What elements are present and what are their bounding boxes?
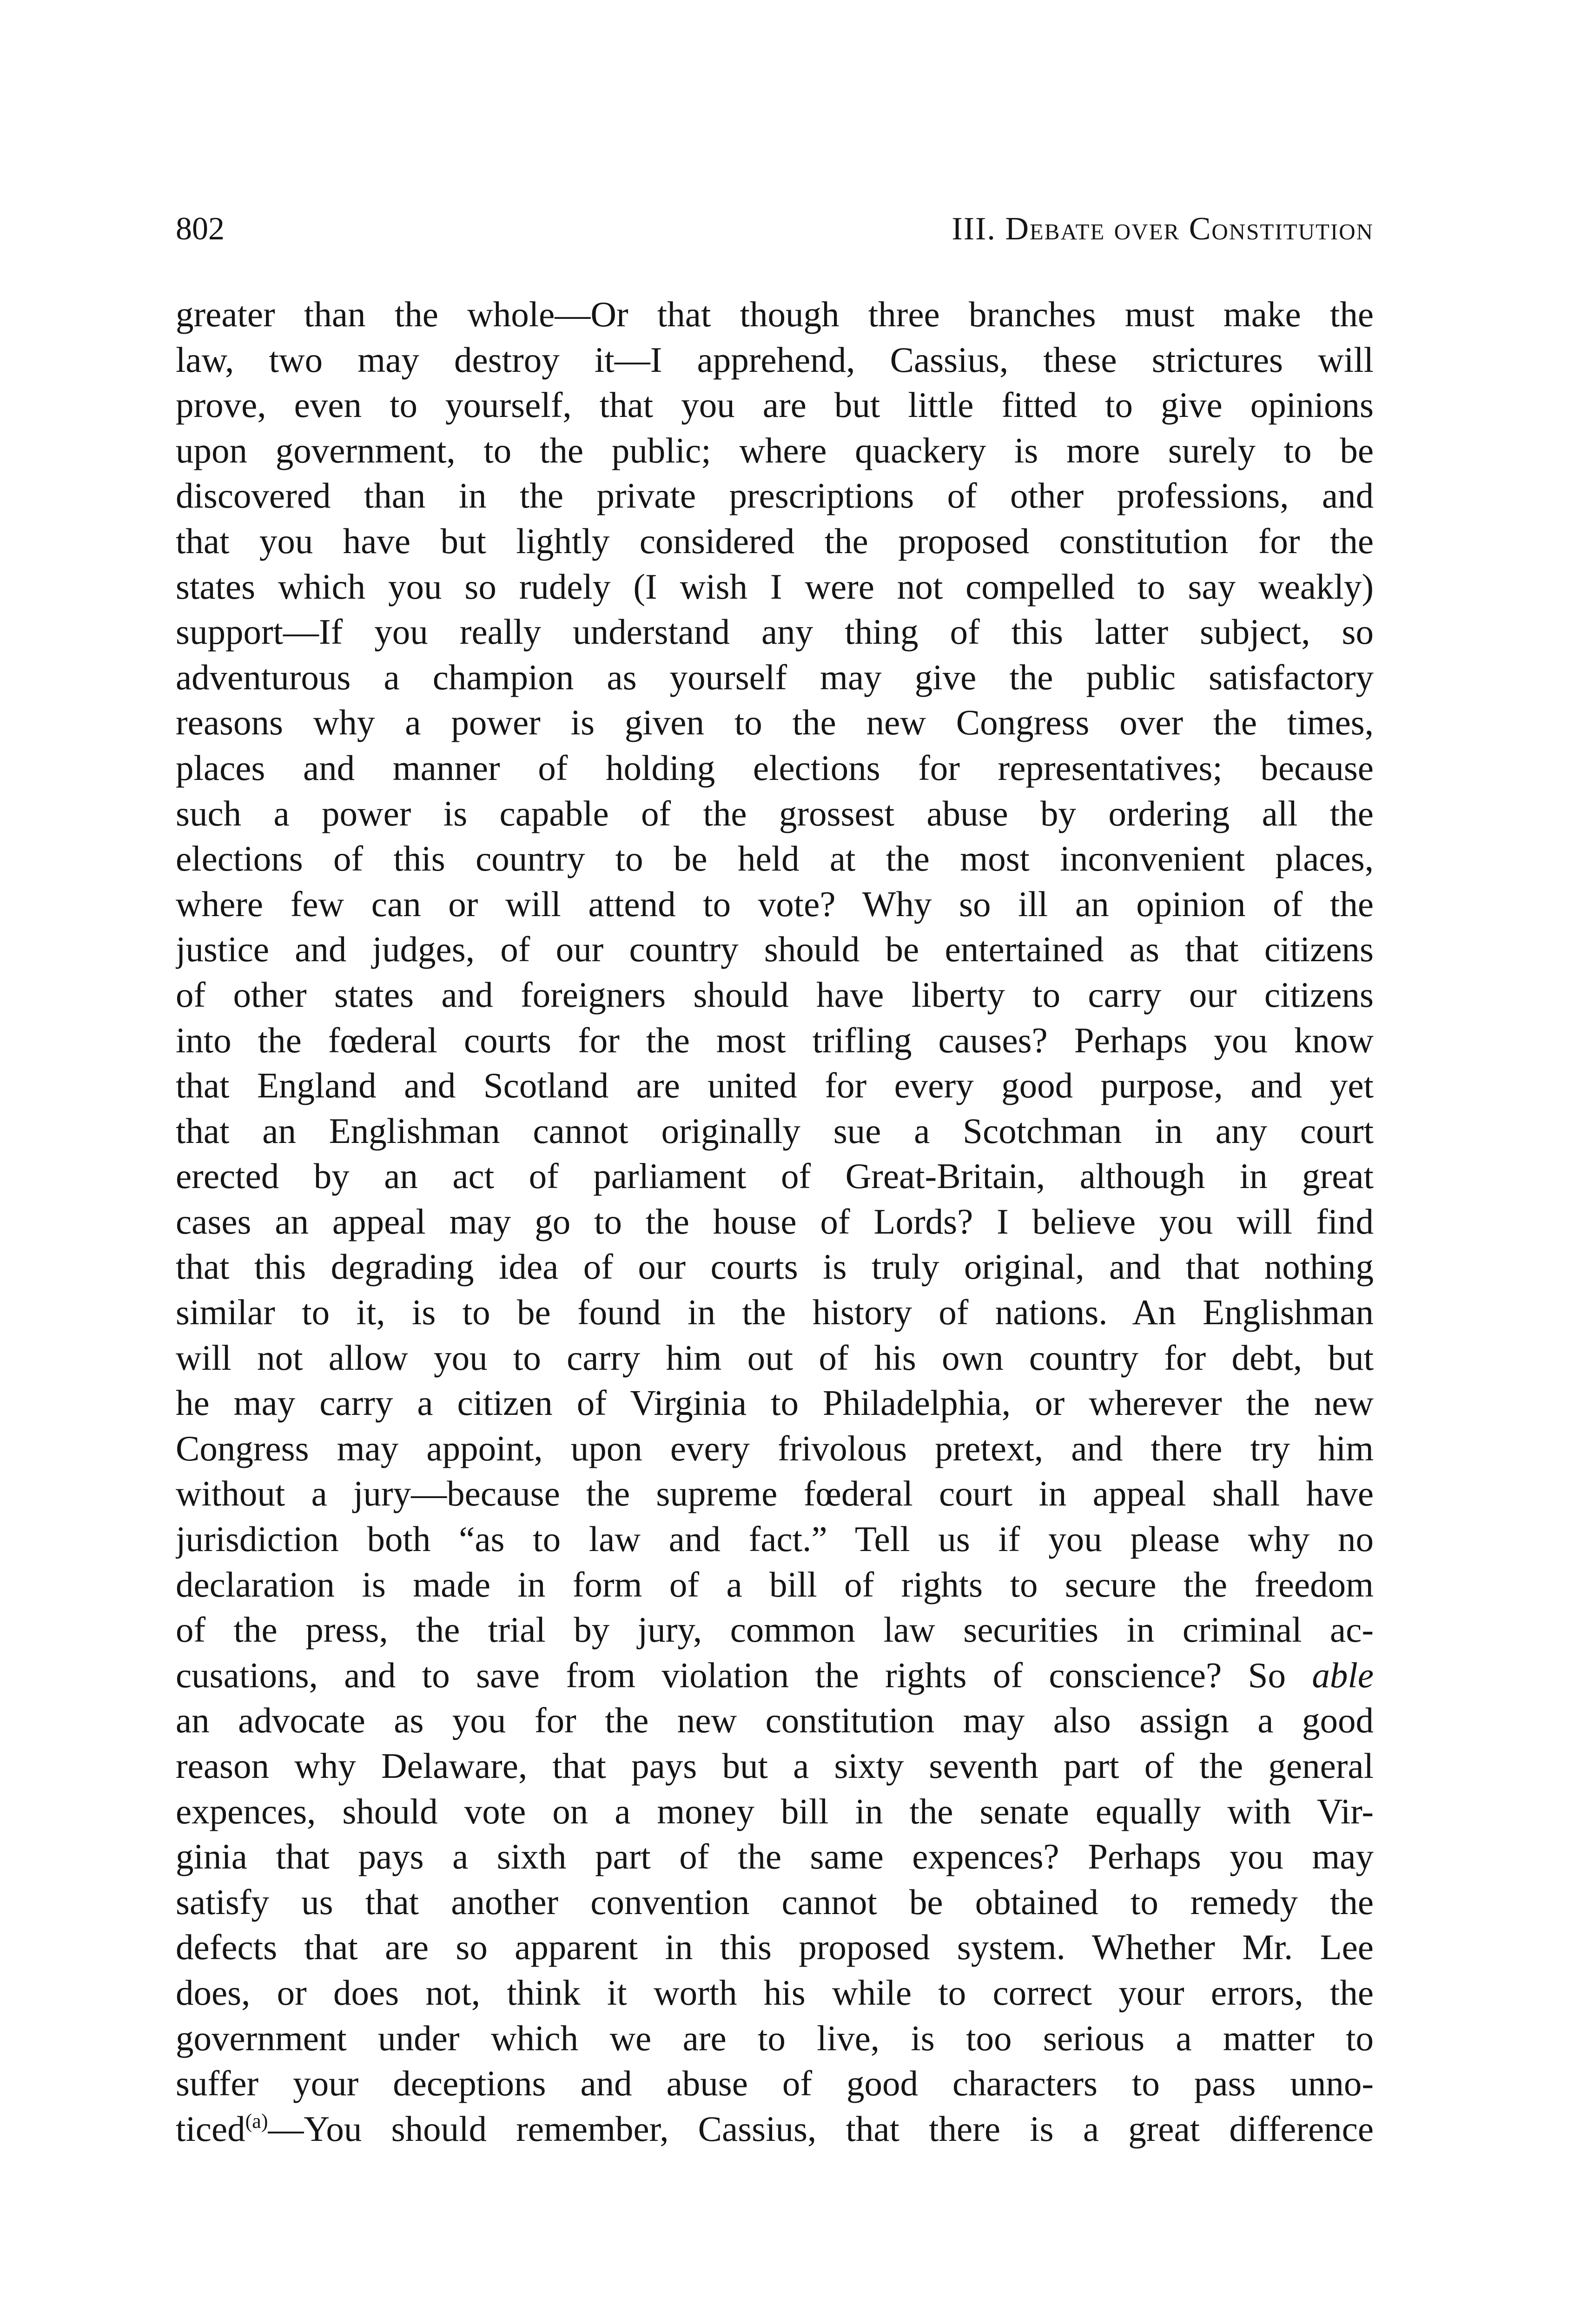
body-text	[176, 292, 1374, 2152]
text-line: government under which we are to live, is too serious a matter to	[176, 2018, 1374, 2058]
text-line: upon government, to the public; where quackery is more surely to be	[176, 430, 1374, 470]
text-line: support—If you really understand any thing of this latter subject, so	[176, 612, 1374, 652]
text-line: into the fœderal courts for the most trifling causes? Perhaps you know	[176, 1020, 1374, 1060]
text-line: without a jury—because the supreme fœderal court in appeal shall have	[176, 1473, 1374, 1514]
text-line: Congress may appoint, upon every frivolous pretext, and there try him	[176, 1428, 1374, 1468]
text-line: he may carry a citizen of Virginia to Philadelphia, or wherever the new	[176, 1383, 1374, 1423]
text-line: law, two may destroy it—I apprehend, Cassius, these strictures will	[176, 339, 1374, 380]
italic-word: able	[1312, 1655, 1374, 1695]
text-line: an advocate as you for the new constitution may also assign a good	[176, 1700, 1374, 1741]
page-number: 802	[176, 211, 225, 247]
text-line: prove, even to yourself, that you are but little fitted to give opinions	[176, 385, 1374, 425]
text-segment: cusations, and to save from violation the rights of conscience? So	[176, 1655, 1312, 1695]
text-line: that you have but lightly considered the proposed constitution for the	[176, 521, 1374, 561]
text-line: that England and Scotland are united for every good purpose, and yet	[176, 1065, 1374, 1106]
text-line: reason why Delaware, that pays but a sixty seventh part of the general	[176, 1746, 1374, 1786]
text-line: greater than the whole—Or that though three branches must make the	[176, 294, 1374, 334]
section-title: III. Debate over Constitution	[952, 211, 1374, 247]
text-line: discovered than in the private prescriptions of other professions, and	[176, 475, 1374, 516]
text-line: such a power is capable of the grossest abuse by ordering all the	[176, 793, 1374, 833]
text-line: defects that are so apparent in this proposed system. Whether Mr. Lee	[176, 1927, 1374, 1967]
text-line: satisfy us that another convention cannot be obtained to remedy the	[176, 1882, 1374, 1922]
text-line: does, or does not, think it worth his while to correct your errors, the	[176, 1972, 1374, 2013]
text-line: jurisdiction both “as to law and fact.” Tell us if you please why no	[176, 1519, 1374, 1559]
text-line	[176, 2106, 1374, 2152]
text-line: cases an appeal may go to the house of Lords? I believe you will find	[176, 1201, 1374, 1241]
text-line: justice and judges, of our country should be entertained as that citizens	[176, 929, 1374, 970]
text-line: of other states and foreigners should have liberty to carry our citizens	[176, 974, 1374, 1015]
text-line	[176, 1653, 1374, 1698]
text-line: of the press, the trial by jury, common law securities in criminal ac-	[176, 1610, 1374, 1650]
text-line: states which you so rudely (I wish I were not compelled to say weakly)	[176, 566, 1374, 607]
text-line: similar to it, is to be found in the history of nations. An Englishman	[176, 1292, 1374, 1333]
text-line: places and manner of holding elections for representatives; because	[176, 747, 1374, 788]
text-line: elections of this country to be held at the most inconvenient places,	[176, 838, 1374, 879]
text-line: where few can or will attend to vote? Why so ill an opinion of the	[176, 884, 1374, 924]
text-line: expences, should vote on a money bill in the senate equally with Vir-	[176, 1791, 1374, 1831]
text-line: that an Englishman cannot originally sue a Scotchman in any court	[176, 1110, 1374, 1151]
running-head	[176, 208, 1374, 250]
text-line: erected by an act of parliament of Great-Britain, although in great	[176, 1156, 1374, 1196]
text-line: adventurous a champion as yourself may give the public satisfactory	[176, 657, 1374, 697]
footnote-marker: (a)	[245, 2109, 268, 2133]
text-segment: ticed	[176, 2108, 245, 2149]
text-line: declaration is made in form of a bill of rights to secure the freedom	[176, 1564, 1374, 1604]
text-line: ginia that pays a sixth part of the same expences? Perhaps you may	[176, 1836, 1374, 1877]
text-segment: —You should remember, Cassius, that there is a great difference	[268, 2108, 1374, 2149]
text-line: that this degrading idea of our courts is truly original, and that nothing	[176, 1247, 1374, 1287]
text-line: reasons why a power is given to the new Congress over the times,	[176, 702, 1374, 743]
text-line: will not allow you to carry him out of his own country for debt, but	[176, 1337, 1374, 1378]
text-line: suffer your deceptions and abuse of good characters to pass unno-	[176, 2063, 1374, 2104]
